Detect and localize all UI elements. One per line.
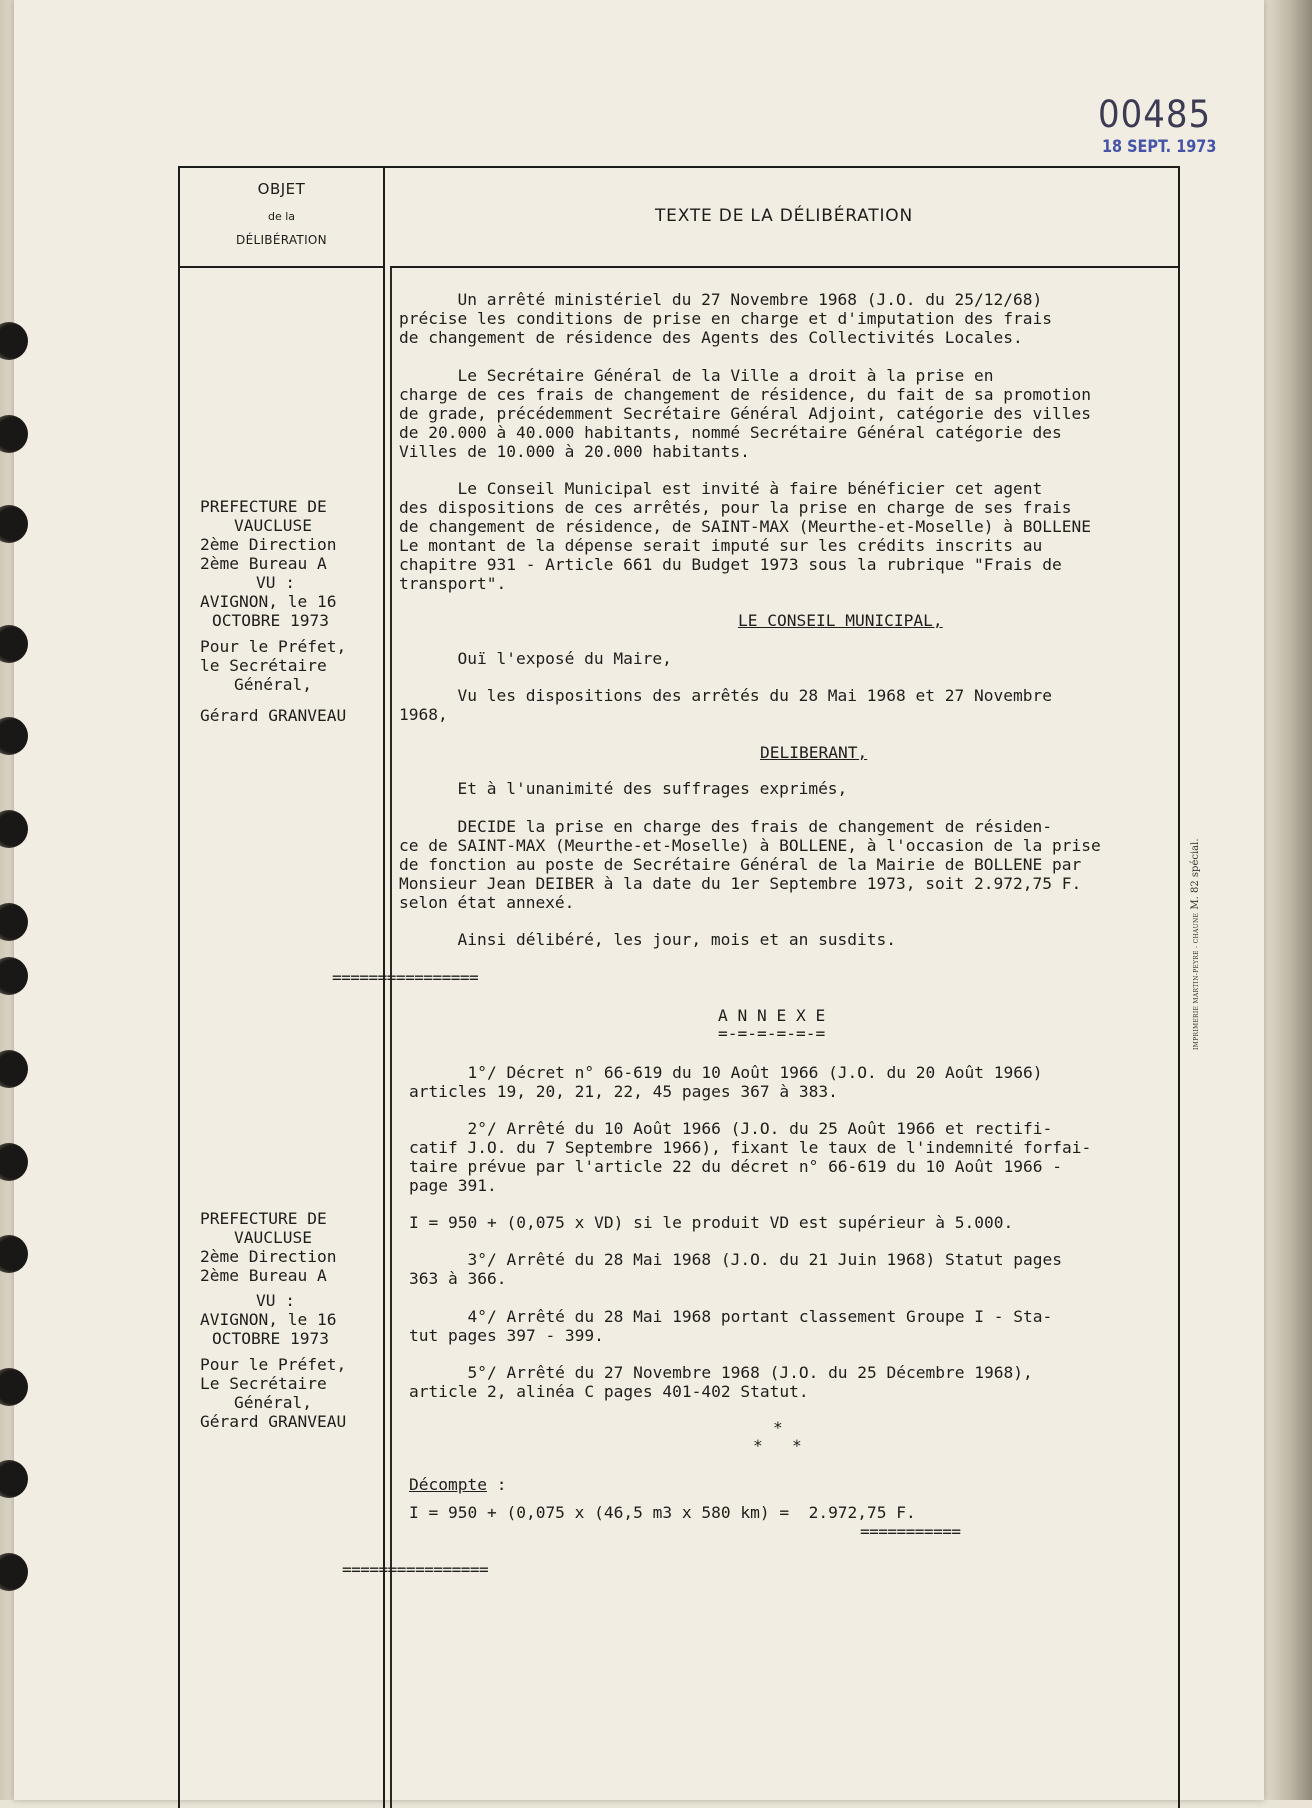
annexe-item-4: 4°/ Arrêté du 28 Mai 1968 portant classement Groupe I - Sta- tut pages 397 - 399.: [409, 1307, 1053, 1345]
separator-rule: ================: [332, 968, 479, 987]
header-deliberation: DÉLIBÉRATION: [236, 233, 327, 247]
paragraph-arrete: Un arrêté ministériel du 27 Novembre 1968 (J.O. du 25/12/68) précise les conditions de prise en charge et d'imputation des frais de changement de résidence des Agents des Collectivités Locales.: [399, 290, 1052, 347]
indemnity-formula: I = 950 + (0,075 x VD) si le produit VD est supérieur à 5.000.: [409, 1213, 1014, 1232]
header-rule: [390, 266, 1178, 268]
annexe-underline: =-=-=-=-=-=: [718, 1024, 826, 1043]
paragraph-decide: DECIDE la prise en charge des frais de changement de résiden- ce de SAINT-MAX (Meurthe-et-Moselle) à BOLLENE, à l'occasion de la prise de fonction au poste de Secrétaire Général de la Mairie de BOLLENE par Monsieur Jean DEIBER à la date du 1er Septembre 1973, soit 2.972,75 F. selon état annexé.: [399, 817, 1101, 912]
stamp-date: 18 SEPT. 1973: [1102, 137, 1217, 157]
stars-bottom: * *: [753, 1436, 802, 1455]
paragraph-vu: Vu les dispositions des arrêtés du 28 Mai 1968 et 27 Novembre 1968,: [399, 686, 1052, 724]
header-rule: [180, 266, 383, 268]
header-objet: OBJET: [257, 180, 306, 198]
object-column-header: [180, 180, 383, 247]
paragraph-conseil-invite: Le Conseil Municipal est invité à faire bénéficier cet agent des dispositions de ces arrêtés, pour la prise en charge de ses frais de changement de résidence, de SAINT-MAX (Meurthe-et-Moselle) à BOLLENE Le montant de la dépense serait imputé sur les crédits inscrits au chapitre 931 - Article 661 du Budget 1973 sous la rubrique "Frais de transport".: [399, 479, 1091, 593]
paragraph-secretaire: Le Secrétaire Général de la Ville a droit à la prise en charge de ces frais de changement de résidence, du fait de sa promotion de grade, précédemment Secrétaire Général Adjoint, catégorie des villes de 20.000 à 40.000 habitants, nommé Secrétaire Général catégorie des Villes de 10.000 à 20.000 habitants.: [399, 366, 1091, 461]
council-heading: LE CONSEIL MUNICIPAL,: [738, 611, 943, 630]
text-column-header: TEXTE DE LA DÉLIBÉRATION: [655, 206, 913, 226]
annexe-item-3: 3°/ Arrêté du 28 Mai 1968 (J.O. du 21 Juin 1968) Statut pages 363 à 366.: [409, 1250, 1062, 1288]
header-de-la: de la: [267, 210, 296, 223]
annexe-title: A N N E X E: [718, 1006, 826, 1025]
stars-top: *: [773, 1418, 783, 1437]
deliberant-heading: DELIBERANT,: [760, 743, 868, 762]
decompte-formula: I = 950 + (0,075 x (46,5 m3 x 580 km) = 2.972,75 F.: [409, 1503, 916, 1522]
separator-rule: ================: [342, 1560, 489, 1579]
stamp-number: 00485: [1098, 93, 1212, 137]
decompte-heading: Décompte :: [409, 1475, 507, 1494]
annexe-item-1: 1°/ Décret n° 66-619 du 10 Août 1966 (J.O. du 20 Août 1966) articles 19, 20, 21, 22, 45 pages 367 à 383.: [409, 1063, 1043, 1101]
printer-mark: IMPRIMERIE MARTIN-PEYRE - CHAUNE M. 82 spécial.: [1190, 838, 1201, 1050]
paragraph-ainsi: Ainsi délibéré, les jour, mois et an susdits.: [399, 930, 897, 949]
prefecture-visa-2: PREFECTURE DE VAUCLUSE 2ème Direction 2ème Bureau A VU : AVIGNON, le 16 OCTOBRE 1973 Pour le Préfet, Le Secrétaire Général, Gérard GRANVEAU: [200, 1209, 347, 1431]
prefecture-visa-1: PREFECTURE DE VAUCLUSE 2ème Direction 2ème Bureau A VU : AVIGNON, le 16 OCTOBRE 1973 Pour le Préfet, le Secrétaire Général, Gérard GRANVEAU: [200, 497, 347, 725]
paragraph-unanimite: Et à l'unanimité des suffrages exprimés,: [399, 779, 848, 798]
annexe-item-5: 5°/ Arrêté du 27 Novembre 1968 (J.O. du 25 Décembre 1968), article 2, alinéa C pages 401-402 Statut.: [409, 1363, 1033, 1401]
paragraph-oui: Ouï l'exposé du Maire,: [399, 649, 672, 668]
decompte-rule: ===========: [860, 1522, 961, 1541]
registration-stamp: [1098, 95, 1298, 155]
annexe-item-2: 2°/ Arrêté du 10 Août 1966 (J.O. du 25 Août 1966 et rectifi- catif J.O. du 7 Septembre 1966), fixant le taux de l'indemnité forfai- taire prévue par l'article 22 du décret n° 66-619 du 10 Août 1966 - page 391.: [409, 1119, 1092, 1195]
